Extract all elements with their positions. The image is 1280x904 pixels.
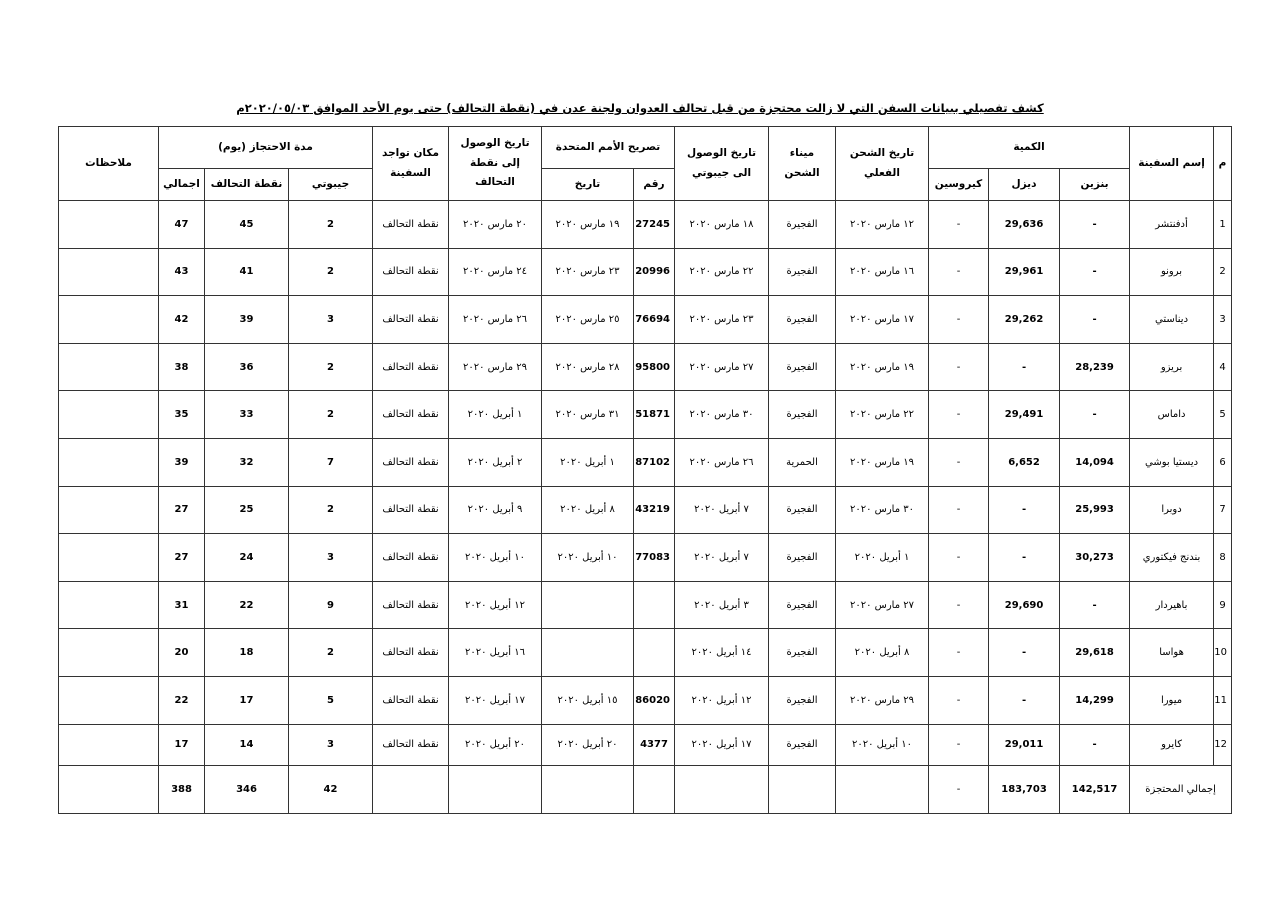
cell-loading-port: الفجيرة <box>769 248 836 296</box>
cell-diesel: 29,690 <box>989 581 1060 629</box>
cell-kerosene: - <box>929 724 989 765</box>
totals-kerosene: - <box>929 765 989 813</box>
cell-det-djibouti: 3 <box>289 534 373 582</box>
col-m-header: م <box>1214 127 1232 201</box>
totals-diesel: 183,703 <box>989 765 1060 813</box>
cell-index: 8 <box>1214 534 1232 582</box>
document-title-wrap <box>0 97 1280 116</box>
cell-loading-date: ٢٧ مارس ٢٠٢٠ <box>836 581 929 629</box>
col-det-point-header: نقطة التحالف <box>205 169 289 201</box>
cell-ship-name: دوبرا <box>1130 486 1214 534</box>
col-det-total-header: اجمالي <box>159 169 205 201</box>
cell-gasoline: - <box>1060 201 1130 249</box>
cell-ship-name: برونو <box>1130 248 1214 296</box>
totals-row <box>59 765 1232 813</box>
col-loading-date-header: تاريخ الشحن الفعلي <box>836 127 929 201</box>
cell-gasoline: 25,993 <box>1060 486 1130 534</box>
cell-location: نقطة التحالف <box>373 581 449 629</box>
cell-diesel: 29,011 <box>989 724 1060 765</box>
cell-location: نقطة التحالف <box>373 629 449 677</box>
cell-arrival-point: ٢٠ أبريل ٢٠٢٠ <box>449 724 542 765</box>
cell-permit-no: 43219 <box>634 486 675 534</box>
table-row <box>59 439 1232 487</box>
table-row <box>59 581 1232 629</box>
cell-permit-date: ٢٠ أبريل ٢٠٢٠ <box>542 724 634 765</box>
document-title: كشف تفصيلي ببيانات السفن التي لا زالت محتجزة من قبل تحالف العدوان ولجنة عدن في (نقطة التحالف) حتى يوم الأحد الموافق ٢٠٢٠/٠٥/٠٣م <box>236 101 1044 115</box>
totals-notes <box>59 765 159 813</box>
cell-kerosene: - <box>929 534 989 582</box>
cell-det-point: 33 <box>205 391 289 439</box>
cell-index: 1 <box>1214 201 1232 249</box>
col-detention-header: مدة الاحتجاز (يوم) <box>159 127 373 169</box>
totals-label: إجمالي المحتجزة <box>1130 765 1232 813</box>
cell-arrival-point: ٢٦ مارس ٢٠٢٠ <box>449 296 542 344</box>
cell-notes <box>59 296 159 344</box>
cell-det-total: 22 <box>159 677 205 725</box>
cell-gasoline: - <box>1060 391 1130 439</box>
cell-permit-no: 4377 <box>634 724 675 765</box>
table-row <box>59 296 1232 344</box>
cell-index: 5 <box>1214 391 1232 439</box>
cell-arrival-djibouti: ١٢ أبريل ٢٠٢٠ <box>675 677 769 725</box>
cell-det-total: 27 <box>159 486 205 534</box>
cell-permit-no: 27245 <box>634 201 675 249</box>
cell-ship-name: بندنج فيكتوري <box>1130 534 1214 582</box>
cell-det-djibouti: 3 <box>289 724 373 765</box>
cell-loading-port: الفجيرة <box>769 391 836 439</box>
col-notes-header: ملاحظات <box>59 127 159 201</box>
cell-loading-date: ٣٠ مارس ٢٠٢٠ <box>836 486 929 534</box>
cell-gasoline: 30,273 <box>1060 534 1130 582</box>
cell-arrival-point: ١٠ أبريل ٢٠٢٠ <box>449 534 542 582</box>
cell-loading-port: الفجيرة <box>769 343 836 391</box>
cell-kerosene: - <box>929 391 989 439</box>
cell-loading-date: ١٩ مارس ٢٠٢٠ <box>836 439 929 487</box>
cell-det-total: 39 <box>159 439 205 487</box>
cell-ship-name: باهيردار <box>1130 581 1214 629</box>
cell-loading-port: الفجيرة <box>769 201 836 249</box>
cell-notes <box>59 201 159 249</box>
cell-kerosene: - <box>929 439 989 487</box>
cell-det-total: 47 <box>159 201 205 249</box>
cell-loading-port: الفجيرة <box>769 677 836 725</box>
cell-gasoline: - <box>1060 296 1130 344</box>
col-permit-no-header: رقم <box>634 169 675 201</box>
cell-kerosene: - <box>929 677 989 725</box>
cell-index: 6 <box>1214 439 1232 487</box>
col-un-permit-header: تصريح الأمم المتحدة <box>542 127 675 169</box>
col-permit-date-header: تاريخ <box>542 169 634 201</box>
cell-ship-name: هواسا <box>1130 629 1214 677</box>
col-gasoline-header: بنزين <box>1060 169 1130 201</box>
cell-ship-name: ديستيا بوشي <box>1130 439 1214 487</box>
cell-det-djibouti: 2 <box>289 248 373 296</box>
totals-det-djibouti: 42 <box>289 765 373 813</box>
cell-arrival-djibouti: ٧ أبريل ٢٠٢٠ <box>675 486 769 534</box>
cell-ship-name: ديناستي <box>1130 296 1214 344</box>
totals-empty-location <box>373 765 449 813</box>
cell-location: نقطة التحالف <box>373 248 449 296</box>
cell-diesel: 29,961 <box>989 248 1060 296</box>
cell-kerosene: - <box>929 581 989 629</box>
cell-notes <box>59 581 159 629</box>
col-arrival-point-header: تاريخ الوصول إلى نقطة التحالف <box>449 127 542 201</box>
totals-empty-loading-date <box>836 765 929 813</box>
totals-empty-arrival-djibouti <box>675 765 769 813</box>
cell-notes <box>59 629 159 677</box>
cell-diesel: - <box>989 534 1060 582</box>
table-row <box>59 201 1232 249</box>
cell-location: نقطة التحالف <box>373 296 449 344</box>
cell-det-djibouti: 2 <box>289 486 373 534</box>
cell-notes <box>59 486 159 534</box>
cell-det-djibouti: 2 <box>289 201 373 249</box>
table-row <box>59 391 1232 439</box>
cell-gasoline: 14,299 <box>1060 677 1130 725</box>
cell-det-total: 27 <box>159 534 205 582</box>
cell-location: نقطة التحالف <box>373 343 449 391</box>
col-quantity-header: الكمية <box>929 127 1130 169</box>
cell-arrival-point: ١ أبريل ٢٠٢٠ <box>449 391 542 439</box>
cell-permit-no: 95800 <box>634 343 675 391</box>
totals-det-point: 346 <box>205 765 289 813</box>
cell-diesel: - <box>989 629 1060 677</box>
cell-ship-name: ميورا <box>1130 677 1214 725</box>
cell-det-total: 17 <box>159 724 205 765</box>
cell-diesel: 29,262 <box>989 296 1060 344</box>
cell-det-point: 25 <box>205 486 289 534</box>
cell-gasoline: 29,618 <box>1060 629 1130 677</box>
cell-det-total: 20 <box>159 629 205 677</box>
cell-arrival-djibouti: ٢٢ مارس ٢٠٢٠ <box>675 248 769 296</box>
table-body <box>59 201 1232 814</box>
cell-loading-port: الفجيرة <box>769 581 836 629</box>
cell-arrival-djibouti: ٢٦ مارس ٢٠٢٠ <box>675 439 769 487</box>
cell-arrival-djibouti: ١٤ أبريل ٢٠٢٠ <box>675 629 769 677</box>
col-kerosene-header: كيروسين <box>929 169 989 201</box>
cell-det-total: 42 <box>159 296 205 344</box>
cell-arrival-djibouti: ١٨ مارس ٢٠٢٠ <box>675 201 769 249</box>
totals-empty-permit-no <box>634 765 675 813</box>
cell-det-djibouti: 2 <box>289 391 373 439</box>
col-det-djibouti-header: جيبوتي <box>289 169 373 201</box>
cell-index: 3 <box>1214 296 1232 344</box>
table-row <box>59 248 1232 296</box>
cell-loading-date: ١٢ مارس ٢٠٢٠ <box>836 201 929 249</box>
cell-arrival-point: ١٧ أبريل ٢٠٢٠ <box>449 677 542 725</box>
col-ship-name-header: إسم السفينة <box>1130 127 1214 201</box>
cell-det-total: 35 <box>159 391 205 439</box>
cell-index: 12 <box>1214 724 1232 765</box>
cell-permit-date: ١٩ مارس ٢٠٢٠ <box>542 201 634 249</box>
cell-arrival-point: ٢٤ مارس ٢٠٢٠ <box>449 248 542 296</box>
cell-diesel: - <box>989 486 1060 534</box>
cell-permit-date: ٣١ مارس ٢٠٢٠ <box>542 391 634 439</box>
table-row <box>59 724 1232 765</box>
cell-det-djibouti: 3 <box>289 296 373 344</box>
cell-det-point: 41 <box>205 248 289 296</box>
cell-det-point: 17 <box>205 677 289 725</box>
cell-det-total: 43 <box>159 248 205 296</box>
cell-permit-no: 86020 <box>634 677 675 725</box>
cell-kerosene: - <box>929 201 989 249</box>
cell-loading-port: الفجيرة <box>769 296 836 344</box>
cell-arrival-djibouti: ٢٣ مارس ٢٠٢٠ <box>675 296 769 344</box>
cell-location: نقطة التحالف <box>373 677 449 725</box>
cell-arrival-djibouti: ١٧ أبريل ٢٠٢٠ <box>675 724 769 765</box>
cell-arrival-point: ٩ أبريل ٢٠٢٠ <box>449 486 542 534</box>
cell-loading-date: ١٦ مارس ٢٠٢٠ <box>836 248 929 296</box>
cell-det-total: 31 <box>159 581 205 629</box>
table-row <box>59 629 1232 677</box>
col-diesel-header: ديزل <box>989 169 1060 201</box>
cell-kerosene: - <box>929 343 989 391</box>
cell-index: 10 <box>1214 629 1232 677</box>
cell-loading-port: الفجيرة <box>769 486 836 534</box>
cell-index: 4 <box>1214 343 1232 391</box>
cell-location: نقطة التحالف <box>373 391 449 439</box>
cell-permit-date: ١ أبريل ٢٠٢٠ <box>542 439 634 487</box>
cell-loading-date: ٢٢ مارس ٢٠٢٠ <box>836 391 929 439</box>
cell-notes <box>59 534 159 582</box>
cell-location: نقطة التحالف <box>373 439 449 487</box>
cell-location: نقطة التحالف <box>373 724 449 765</box>
cell-arrival-djibouti: ٣ أبريل ٢٠٢٠ <box>675 581 769 629</box>
cell-loading-date: ١٩ مارس ٢٠٢٠ <box>836 343 929 391</box>
cell-det-djibouti: 5 <box>289 677 373 725</box>
cell-kerosene: - <box>929 248 989 296</box>
col-arrival-djibouti-header: تاريخ الوصول الى جيبوتي <box>675 127 769 201</box>
cell-det-point: 45 <box>205 201 289 249</box>
cell-permit-date <box>542 581 634 629</box>
cell-arrival-djibouti: ٢٧ مارس ٢٠٢٠ <box>675 343 769 391</box>
cell-kerosene: - <box>929 629 989 677</box>
ships-table <box>58 126 1232 814</box>
cell-index: 9 <box>1214 581 1232 629</box>
totals-det-total: 388 <box>159 765 205 813</box>
col-loading-port-header: ميناء الشحن <box>769 127 836 201</box>
cell-loading-date: ١ أبريل ٢٠٢٠ <box>836 534 929 582</box>
cell-permit-no: 51871 <box>634 391 675 439</box>
totals-gasoline: 142,517 <box>1060 765 1130 813</box>
cell-loading-port: الفجيرة <box>769 724 836 765</box>
table-row <box>59 486 1232 534</box>
cell-permit-no: 87102 <box>634 439 675 487</box>
cell-det-point: 14 <box>205 724 289 765</box>
cell-arrival-point: ١٦ أبريل ٢٠٢٠ <box>449 629 542 677</box>
cell-kerosene: - <box>929 486 989 534</box>
cell-permit-no: 76694 <box>634 296 675 344</box>
cell-det-point: 39 <box>205 296 289 344</box>
cell-location: نقطة التحالف <box>373 534 449 582</box>
cell-det-djibouti: 7 <box>289 439 373 487</box>
cell-notes <box>59 724 159 765</box>
cell-det-djibouti: 2 <box>289 629 373 677</box>
cell-diesel: - <box>989 343 1060 391</box>
totals-empty-port <box>769 765 836 813</box>
cell-index: 7 <box>1214 486 1232 534</box>
cell-location: نقطة التحالف <box>373 486 449 534</box>
cell-notes <box>59 391 159 439</box>
cell-permit-no: 20996 <box>634 248 675 296</box>
table-head <box>59 127 1232 201</box>
cell-permit-date: ٢٨ مارس ٢٠٢٠ <box>542 343 634 391</box>
cell-det-point: 24 <box>205 534 289 582</box>
cell-diesel: - <box>989 677 1060 725</box>
cell-det-point: 36 <box>205 343 289 391</box>
cell-location: نقطة التحالف <box>373 201 449 249</box>
cell-det-point: 32 <box>205 439 289 487</box>
cell-notes <box>59 343 159 391</box>
cell-det-djibouti: 9 <box>289 581 373 629</box>
cell-diesel: 6,652 <box>989 439 1060 487</box>
table-row <box>59 677 1232 725</box>
cell-permit-date: ٨ أبريل ٢٠٢٠ <box>542 486 634 534</box>
cell-permit-date: ١٠ أبريل ٢٠٢٠ <box>542 534 634 582</box>
cell-notes <box>59 677 159 725</box>
cell-loading-date: ١٠ أبريل ٢٠٢٠ <box>836 724 929 765</box>
cell-index: 11 <box>1214 677 1232 725</box>
cell-ship-name: داماس <box>1130 391 1214 439</box>
col-location-header: مكان تواجد السفينة <box>373 127 449 201</box>
cell-loading-port: الحمرية <box>769 439 836 487</box>
cell-index: 2 <box>1214 248 1232 296</box>
cell-arrival-point: ١٢ أبريل ٢٠٢٠ <box>449 581 542 629</box>
cell-det-point: 22 <box>205 581 289 629</box>
cell-det-total: 38 <box>159 343 205 391</box>
cell-loading-port: الفجيرة <box>769 534 836 582</box>
cell-notes <box>59 248 159 296</box>
cell-loading-port: الفجيرة <box>769 629 836 677</box>
cell-permit-no: 77083 <box>634 534 675 582</box>
totals-empty-arrival-point <box>449 765 542 813</box>
cell-gasoline: - <box>1060 248 1130 296</box>
cell-kerosene: - <box>929 296 989 344</box>
cell-loading-date: ٢٩ مارس ٢٠٢٠ <box>836 677 929 725</box>
totals-empty-permit-date <box>542 765 634 813</box>
cell-gasoline: - <box>1060 724 1130 765</box>
cell-permit-date: ٢٣ مارس ٢٠٢٠ <box>542 248 634 296</box>
cell-permit-no <box>634 629 675 677</box>
cell-arrival-point: ٢٠ مارس ٢٠٢٠ <box>449 201 542 249</box>
cell-diesel: 29,636 <box>989 201 1060 249</box>
cell-det-djibouti: 2 <box>289 343 373 391</box>
cell-diesel: 29,491 <box>989 391 1060 439</box>
cell-permit-date: ١٥ أبريل ٢٠٢٠ <box>542 677 634 725</box>
cell-permit-no <box>634 581 675 629</box>
table-row <box>59 343 1232 391</box>
cell-gasoline: 28,239 <box>1060 343 1130 391</box>
cell-arrival-djibouti: ٧ أبريل ٢٠٢٠ <box>675 534 769 582</box>
cell-ship-name: أدفنتشر <box>1130 201 1214 249</box>
cell-permit-date <box>542 629 634 677</box>
cell-arrival-djibouti: ٣٠ مارس ٢٠٢٠ <box>675 391 769 439</box>
cell-permit-date: ٢٥ مارس ٢٠٢٠ <box>542 296 634 344</box>
cell-notes <box>59 439 159 487</box>
cell-ship-name: كايرو <box>1130 724 1214 765</box>
cell-ship-name: بريزو <box>1130 343 1214 391</box>
cell-loading-date: ١٧ مارس ٢٠٢٠ <box>836 296 929 344</box>
cell-arrival-point: ٢ أبريل ٢٠٢٠ <box>449 439 542 487</box>
table-row <box>59 534 1232 582</box>
cell-gasoline: 14,094 <box>1060 439 1130 487</box>
cell-loading-date: ٨ أبريل ٢٠٢٠ <box>836 629 929 677</box>
cell-det-point: 18 <box>205 629 289 677</box>
cell-gasoline: - <box>1060 581 1130 629</box>
cell-arrival-point: ٢٩ مارس ٢٠٢٠ <box>449 343 542 391</box>
